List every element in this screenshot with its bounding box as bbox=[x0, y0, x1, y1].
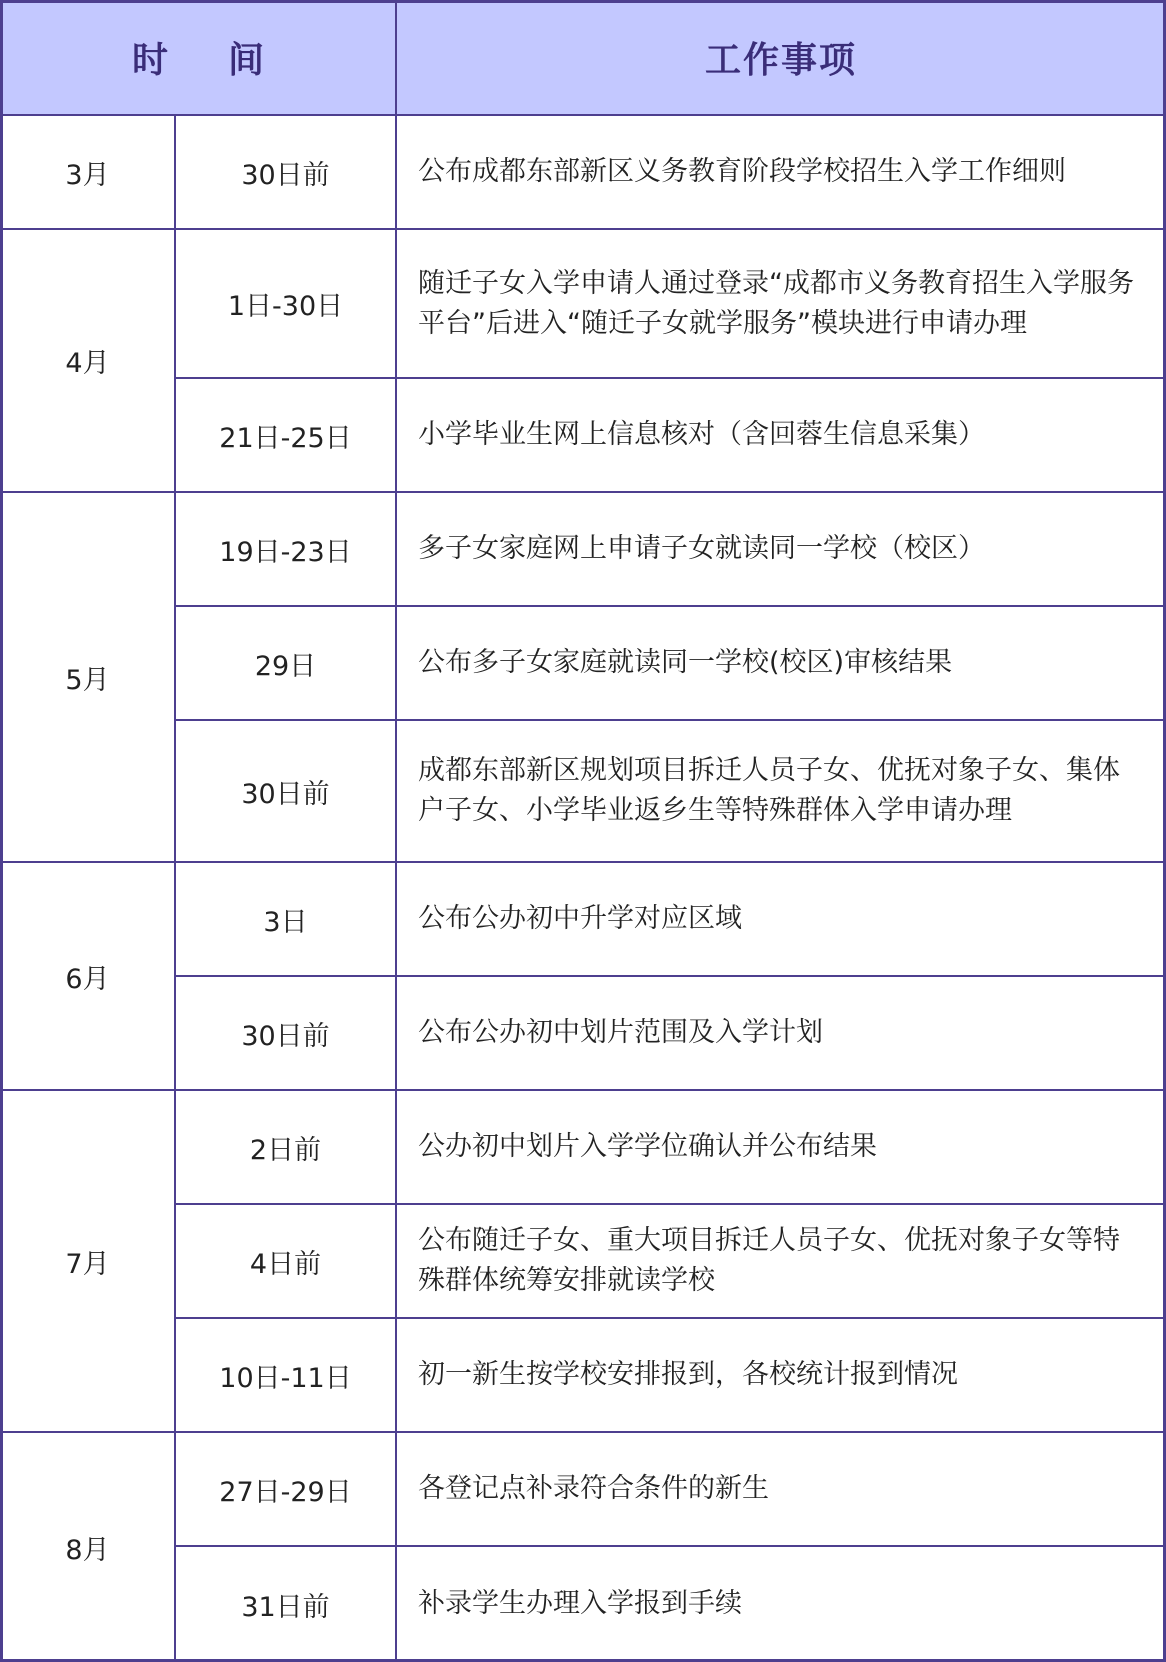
item-cell: 小学毕业生网上信息核对（含回蓉生信息采集） bbox=[418, 419, 985, 450]
date-cell: 3日 bbox=[263, 906, 308, 938]
row-divider bbox=[175, 1203, 1166, 1205]
date-cell: 30日前 bbox=[241, 159, 330, 191]
date-cell: 2日前 bbox=[249, 1134, 322, 1166]
date-cell: 31日前 bbox=[241, 1591, 330, 1623]
row-divider bbox=[175, 719, 1166, 721]
item-cell: 多子女家庭网上申请子女就读同一学校（校区） bbox=[418, 533, 985, 564]
date-cell: 30日前 bbox=[241, 1020, 330, 1052]
row-divider bbox=[0, 1431, 1166, 1433]
row-divider bbox=[175, 377, 1166, 379]
row-divider bbox=[175, 1317, 1166, 1319]
column-divider bbox=[395, 0, 397, 1662]
item-cell: 公布随迁子女、重大项目拆迁人员子女、优抚对象子女等特殊群体统筹安排就读学校 bbox=[418, 1225, 1120, 1296]
table-border bbox=[0, 0, 1166, 3]
month-cell: 6月 bbox=[65, 963, 110, 995]
row-divider bbox=[175, 975, 1166, 977]
table-border bbox=[0, 0, 3, 1662]
date-cell: 29日 bbox=[254, 650, 317, 682]
row-divider bbox=[0, 1089, 1166, 1091]
date-cell: 4日前 bbox=[249, 1248, 322, 1280]
date-cell: 10日-11日 bbox=[219, 1362, 352, 1394]
month-cell: 3月 bbox=[65, 159, 110, 191]
month-cell: 5月 bbox=[65, 664, 110, 696]
row-divider bbox=[0, 228, 1166, 230]
row-divider bbox=[0, 861, 1166, 863]
item-cell: 随迁子女入学申请人通过登录“成都市义务教育招生入学服务平台”后进入“随迁子女就学服务”模块进行申请办理 bbox=[418, 267, 1134, 339]
item-cell: 公布成都东部新区义务教育阶段学校招生入学工作细则 bbox=[418, 156, 1066, 187]
date-cell: 1日-30日 bbox=[227, 291, 344, 322]
item-cell: 各登记点补录符合条件的新生 bbox=[418, 1473, 769, 1504]
item-cell: 初一新生按学校安排报到，各校统计报到情况 bbox=[418, 1359, 958, 1390]
date-cell: 19日-23日 bbox=[219, 536, 352, 568]
row-divider bbox=[0, 491, 1166, 493]
month-cell: 8月 bbox=[65, 1534, 110, 1566]
row-divider bbox=[175, 1545, 1166, 1547]
month-cell: 7月 bbox=[65, 1248, 110, 1280]
date-cell: 21日-25日 bbox=[219, 422, 352, 454]
date-cell: 27日-29日 bbox=[219, 1476, 352, 1508]
header-time: 时间 bbox=[0, 0, 396, 115]
item-cell: 公办初中划片入学学位确认并公布结果 bbox=[418, 1131, 877, 1162]
header-task: 工作事项 bbox=[396, 0, 1166, 115]
item-cell: 公布多子女家庭就读同一学校(校区)审核结果 bbox=[418, 647, 953, 678]
item-cell: 公布公办初中升学对应区域 bbox=[418, 903, 742, 934]
column-divider bbox=[174, 115, 176, 1662]
item-cell: 补录学生办理入学报到手续 bbox=[418, 1588, 742, 1619]
item-cell: 成都东部新区规划项目拆迁人员子女、优抚对象子女、集体户子女、小学毕业返乡生等特殊群体入学申请办理 bbox=[418, 755, 1120, 826]
date-cell: 30日前 bbox=[241, 778, 330, 810]
month-cell: 4月 bbox=[65, 348, 110, 379]
row-divider bbox=[175, 605, 1166, 607]
item-cell: 公布公办初中划片范围及入学计划 bbox=[418, 1017, 823, 1048]
row-divider bbox=[0, 114, 1166, 116]
